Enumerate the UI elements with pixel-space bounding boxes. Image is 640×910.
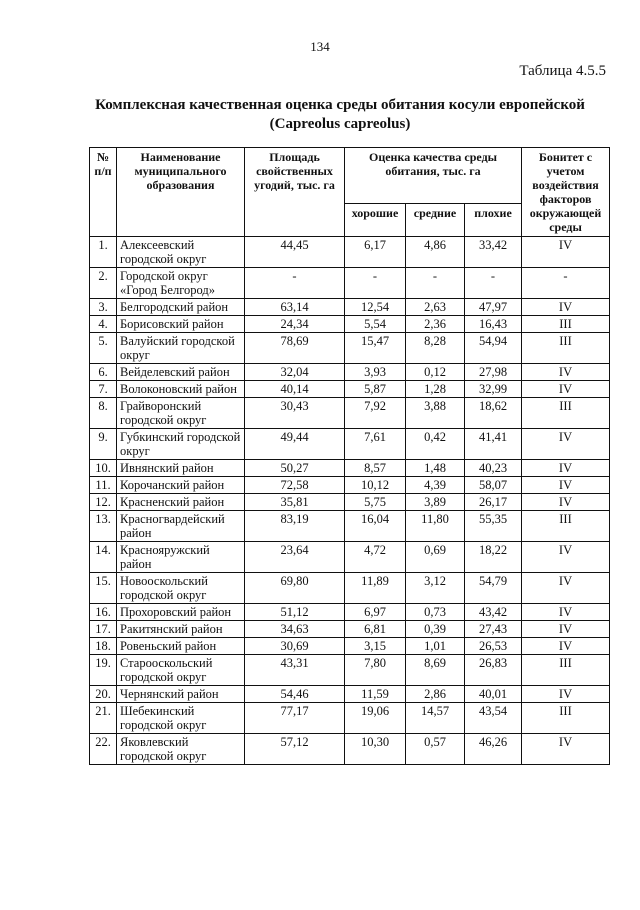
cell-good: 3,15 <box>345 638 406 655</box>
cell-num: 3. <box>90 299 117 316</box>
table-row <box>90 655 610 686</box>
cell-good: 7,92 <box>345 398 406 429</box>
cell-medium: 1,01 <box>406 638 465 655</box>
table-row <box>90 268 610 299</box>
cell-medium: 3,89 <box>406 494 465 511</box>
cell-num: 15. <box>90 573 117 604</box>
cell-area: 30,69 <box>245 638 345 655</box>
cell-bad: 18,22 <box>465 542 522 573</box>
cell-area: 30,43 <box>245 398 345 429</box>
cell-name: Белгородский район <box>117 299 245 316</box>
cell-num: 5. <box>90 333 117 364</box>
cell-num: 1. <box>90 237 117 268</box>
cell-area: 63,14 <box>245 299 345 316</box>
cell-bonitet: IV <box>522 638 610 655</box>
cell-bonitet: IV <box>522 429 610 460</box>
table-row <box>90 460 610 477</box>
cell-bonitet: IV <box>522 381 610 398</box>
header-good: хорошие <box>345 204 406 237</box>
cell-medium: 4,86 <box>406 237 465 268</box>
cell-area: 35,81 <box>245 494 345 511</box>
cell-good: 5,54 <box>345 316 406 333</box>
cell-num: 21. <box>90 703 117 734</box>
page-title <box>60 96 620 134</box>
page-number: 134 <box>310 39 330 54</box>
cell-name: Городской округ «Город Белгород» <box>117 268 245 299</box>
cell-num: 13. <box>90 511 117 542</box>
cell-area: 50,27 <box>245 460 345 477</box>
cell-good: 7,61 <box>345 429 406 460</box>
cell-medium: 2,86 <box>406 686 465 703</box>
cell-name: Ровеньский район <box>117 638 245 655</box>
table-row <box>90 511 610 542</box>
cell-num: 12. <box>90 494 117 511</box>
cell-bonitet: IV <box>522 573 610 604</box>
cell-area: 83,19 <box>245 511 345 542</box>
table-label: Таблица 4.5.5 <box>519 63 606 79</box>
cell-bad: 40,01 <box>465 686 522 703</box>
cell-medium: 1,28 <box>406 381 465 398</box>
cell-num: 20. <box>90 686 117 703</box>
cell-medium: 0,39 <box>406 621 465 638</box>
cell-bad: 54,94 <box>465 333 522 364</box>
title-line-1: Комплексная качественная оценка среды обитания косули европейской <box>95 97 585 113</box>
cell-bonitet: IV <box>522 364 610 381</box>
cell-area: 43,31 <box>245 655 345 686</box>
cell-good: 8,57 <box>345 460 406 477</box>
cell-area: 49,44 <box>245 429 345 460</box>
table-row <box>90 429 610 460</box>
cell-good: 5,87 <box>345 381 406 398</box>
habitat-table <box>89 147 610 765</box>
cell-good: 4,72 <box>345 542 406 573</box>
header-bad: плохие <box>465 204 522 237</box>
cell-good: 12,54 <box>345 299 406 316</box>
header-num: № п/п <box>90 148 117 237</box>
header-name: Наименование муниципального образования <box>117 148 245 237</box>
cell-area: 51,12 <box>245 604 345 621</box>
cell-bonitet: IV <box>522 734 610 765</box>
cell-num: 7. <box>90 381 117 398</box>
cell-area: 23,64 <box>245 542 345 573</box>
cell-name: Красненский район <box>117 494 245 511</box>
cell-good: 6,17 <box>345 237 406 268</box>
table-row <box>90 604 610 621</box>
cell-good: 10,12 <box>345 477 406 494</box>
cell-name: Прохоровский район <box>117 604 245 621</box>
table-row <box>90 299 610 316</box>
cell-area: 78,69 <box>245 333 345 364</box>
cell-num: 2. <box>90 268 117 299</box>
cell-bonitet: IV <box>522 299 610 316</box>
table-row <box>90 573 610 604</box>
cell-bad: 26,83 <box>465 655 522 686</box>
cell-area: 72,58 <box>245 477 345 494</box>
cell-area: 34,63 <box>245 621 345 638</box>
cell-good: 10,30 <box>345 734 406 765</box>
cell-bonitet: IV <box>522 542 610 573</box>
header-medium: средние <box>406 204 465 237</box>
table-row <box>90 333 610 364</box>
cell-name: Ивнянский район <box>117 460 245 477</box>
cell-medium: - <box>406 268 465 299</box>
cell-num: 14. <box>90 542 117 573</box>
table-row <box>90 494 610 511</box>
cell-medium: 14,57 <box>406 703 465 734</box>
cell-bonitet: III <box>522 655 610 686</box>
cell-bad: 27,43 <box>465 621 522 638</box>
table-row <box>90 364 610 381</box>
cell-name: Яковлевский городской округ <box>117 734 245 765</box>
cell-num: 18. <box>90 638 117 655</box>
cell-good: 11,89 <box>345 573 406 604</box>
cell-name: Новооскольский городской округ <box>117 573 245 604</box>
cell-medium: 0,69 <box>406 542 465 573</box>
table-row <box>90 477 610 494</box>
header-quality: Оценка качества среды обитания, тыс. га <box>345 148 522 204</box>
cell-bad: 40,23 <box>465 460 522 477</box>
cell-medium: 2,36 <box>406 316 465 333</box>
cell-good: 6,81 <box>345 621 406 638</box>
cell-bad: 58,07 <box>465 477 522 494</box>
cell-bad: 18,62 <box>465 398 522 429</box>
cell-medium: 0,73 <box>406 604 465 621</box>
cell-medium: 4,39 <box>406 477 465 494</box>
cell-num: 17. <box>90 621 117 638</box>
cell-medium: 2,63 <box>406 299 465 316</box>
cell-name: Ракитянский район <box>117 621 245 638</box>
cell-bad: 33,42 <box>465 237 522 268</box>
cell-medium: 8,28 <box>406 333 465 364</box>
table-row <box>90 734 610 765</box>
cell-name: Старооскольский городской округ <box>117 655 245 686</box>
cell-medium: 1,48 <box>406 460 465 477</box>
cell-area: - <box>245 268 345 299</box>
cell-good: 15,47 <box>345 333 406 364</box>
cell-num: 10. <box>90 460 117 477</box>
cell-medium: 11,80 <box>406 511 465 542</box>
cell-bonitet: III <box>522 511 610 542</box>
table-row <box>90 638 610 655</box>
cell-bad: 26,53 <box>465 638 522 655</box>
title-line-2: (Capreolus capreolus) <box>269 116 411 132</box>
cell-area: 32,04 <box>245 364 345 381</box>
cell-num: 9. <box>90 429 117 460</box>
table-row <box>90 542 610 573</box>
cell-name: Волоконовский район <box>117 381 245 398</box>
cell-bad: 55,35 <box>465 511 522 542</box>
cell-bonitet: III <box>522 333 610 364</box>
cell-bad: 27,98 <box>465 364 522 381</box>
cell-name: Шебекинский городской округ <box>117 703 245 734</box>
cell-medium: 3,12 <box>406 573 465 604</box>
cell-medium: 0,42 <box>406 429 465 460</box>
cell-name: Алексеевский городской округ <box>117 237 245 268</box>
table-row <box>90 237 610 268</box>
cell-bad: 43,42 <box>465 604 522 621</box>
table-row <box>90 398 610 429</box>
cell-bonitet: III <box>522 316 610 333</box>
cell-good: 19,06 <box>345 703 406 734</box>
cell-bonitet: III <box>522 703 610 734</box>
table-row <box>90 686 610 703</box>
cell-num: 19. <box>90 655 117 686</box>
cell-area: 24,34 <box>245 316 345 333</box>
cell-name: Валуйский городской округ <box>117 333 245 364</box>
cell-bad: 32,99 <box>465 381 522 398</box>
cell-bad: 16,43 <box>465 316 522 333</box>
cell-bonitet: IV <box>522 686 610 703</box>
header-bonitet: Бонитет с учетом воздействия факторов окружающей среды <box>522 148 610 237</box>
cell-bonitet: IV <box>522 494 610 511</box>
cell-name: Борисовский район <box>117 316 245 333</box>
cell-good: 11,59 <box>345 686 406 703</box>
table-row <box>90 621 610 638</box>
cell-good: 7,80 <box>345 655 406 686</box>
cell-area: 44,45 <box>245 237 345 268</box>
cell-area: 77,17 <box>245 703 345 734</box>
cell-medium: 0,57 <box>406 734 465 765</box>
cell-num: 6. <box>90 364 117 381</box>
cell-bonitet: IV <box>522 477 610 494</box>
cell-bad: 46,26 <box>465 734 522 765</box>
cell-good: 3,93 <box>345 364 406 381</box>
cell-num: 16. <box>90 604 117 621</box>
cell-name: Краснояружский район <box>117 542 245 573</box>
cell-name: Грайворонский городской округ <box>117 398 245 429</box>
cell-name: Вейделевский район <box>117 364 245 381</box>
cell-good: 6,97 <box>345 604 406 621</box>
cell-medium: 0,12 <box>406 364 465 381</box>
cell-bad: 47,97 <box>465 299 522 316</box>
cell-bad: - <box>465 268 522 299</box>
cell-num: 11. <box>90 477 117 494</box>
cell-bonitet: IV <box>522 237 610 268</box>
table-row <box>90 703 610 734</box>
cell-bonitet: IV <box>522 621 610 638</box>
cell-name: Чернянский район <box>117 686 245 703</box>
cell-area: 57,12 <box>245 734 345 765</box>
cell-num: 22. <box>90 734 117 765</box>
cell-bonitet: - <box>522 268 610 299</box>
cell-bad: 54,79 <box>465 573 522 604</box>
cell-num: 8. <box>90 398 117 429</box>
cell-bonitet: IV <box>522 460 610 477</box>
cell-bad: 43,54 <box>465 703 522 734</box>
cell-good: 16,04 <box>345 511 406 542</box>
header-area: Площадь свойственных угодий, тыс. га <box>245 148 345 237</box>
cell-bad: 41,41 <box>465 429 522 460</box>
table-row <box>90 381 610 398</box>
cell-medium: 8,69 <box>406 655 465 686</box>
cell-medium: 3,88 <box>406 398 465 429</box>
cell-num: 4. <box>90 316 117 333</box>
cell-name: Красногвардейский район <box>117 511 245 542</box>
cell-bonitet: IV <box>522 604 610 621</box>
cell-area: 69,80 <box>245 573 345 604</box>
cell-area: 40,14 <box>245 381 345 398</box>
cell-good: 5,75 <box>345 494 406 511</box>
cell-area: 54,46 <box>245 686 345 703</box>
table-row <box>90 316 610 333</box>
table-body <box>90 237 610 765</box>
cell-bad: 26,17 <box>465 494 522 511</box>
cell-good: - <box>345 268 406 299</box>
cell-name: Корочанский район <box>117 477 245 494</box>
cell-bonitet: III <box>522 398 610 429</box>
cell-name: Губкинский городской округ <box>117 429 245 460</box>
